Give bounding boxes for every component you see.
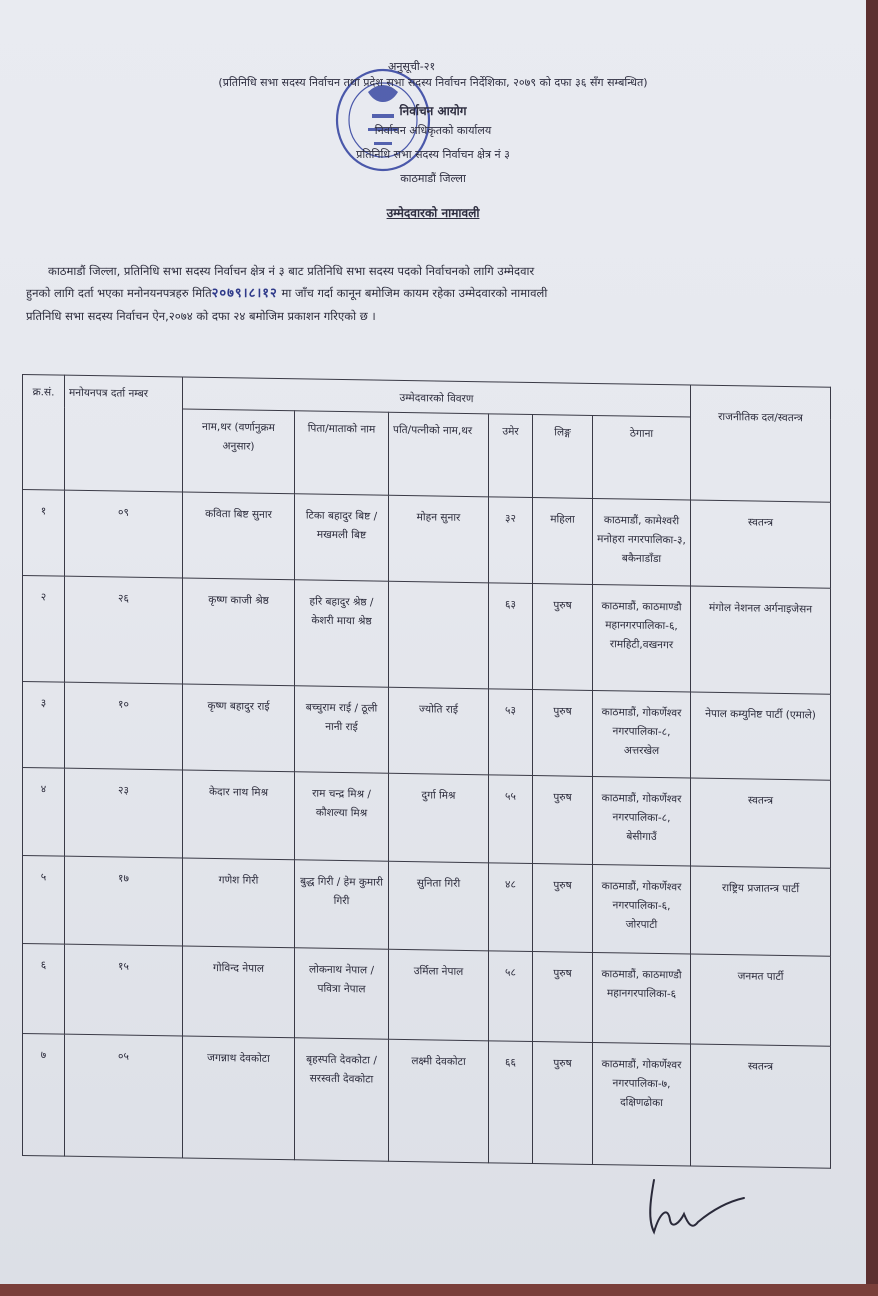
table-row bbox=[23, 490, 831, 589]
address-cell: काठमाडौं, गोकर्णेश्वर नगरपालिका-८, अत्तरखेल bbox=[593, 690, 691, 778]
handwritten-signature bbox=[640, 1172, 750, 1242]
spouse-cell: उर्मिला नेपाल bbox=[389, 949, 489, 1041]
name-cell: कविता बिष्ट सुनार bbox=[183, 492, 295, 580]
age-cell: ३२ bbox=[489, 497, 533, 584]
parent-cell: लोकनाथ नेपाल / पवित्रा नेपाल bbox=[295, 948, 389, 1039]
parent-cell: टिका बहादुर बिष्ट / मखमली बिष्ट bbox=[295, 494, 389, 581]
header-gender: लिङ्ग bbox=[533, 415, 593, 499]
intro-line-2: हुनको लागि दर्ता भएका मनोनयनपत्रहरु मिति२०७९।८।१२ मा जाँच गर्दा कानून बमोजिम कायम रहेका उम्मेदवारको नामावली bbox=[26, 286, 548, 301]
candidate-table bbox=[22, 374, 831, 1169]
intro-paragraph bbox=[26, 260, 836, 327]
name-cell: केदार नाथ मिश्र bbox=[183, 770, 295, 860]
serial-cell: ६ bbox=[23, 944, 65, 1035]
age-cell: ६६ bbox=[489, 1041, 533, 1164]
nomination-no-cell: २६ bbox=[65, 576, 183, 684]
spouse-cell: दुर्गा मिश्र bbox=[389, 773, 489, 863]
gender-cell: पुरुष bbox=[533, 776, 593, 865]
party-cell: स्वतन्त्र bbox=[691, 778, 831, 868]
table-row bbox=[23, 682, 831, 781]
age-cell: ५३ bbox=[489, 689, 533, 776]
gender-cell: पुरुष bbox=[533, 1042, 593, 1165]
header-name: नाम,थर (वर्णानुक्रम अनुसार) bbox=[183, 409, 295, 494]
gender-cell: पुरुष bbox=[533, 584, 593, 691]
commission-name: निर्वाचन आयोग bbox=[399, 104, 467, 118]
gender-cell: पुरुष bbox=[533, 952, 593, 1043]
header-parent: पिता/माताको नाम bbox=[295, 411, 389, 495]
header-spouse: पति/पत्नीको नाम,थर bbox=[389, 412, 489, 497]
header-serial: क्र.सं. bbox=[23, 375, 65, 491]
table-row bbox=[23, 944, 831, 1047]
name-cell: गोविन्द नेपाल bbox=[183, 946, 295, 1038]
header-candidate-details: उम्मेदवारको विवरण bbox=[183, 377, 691, 417]
age-cell: ६३ bbox=[489, 583, 533, 690]
serial-cell: ७ bbox=[23, 1034, 65, 1157]
parent-cell: बृहस्पति देवकोटा / सरस्वती देवकोटा bbox=[295, 1038, 389, 1161]
reference-line: (प्रतिनिधि सभा सदस्य निर्वाचन तथा प्रदेश सभा सदस्य निर्वाचन निर्देशिका, २०७९ को दफा ३६ सँग सम्बन्धित) bbox=[218, 76, 648, 89]
office-name: निर्वाचन अधिकृतको कार्यालय bbox=[374, 124, 492, 137]
spouse-cell: सुनिता गिरी bbox=[389, 861, 489, 951]
party-cell: स्वतन्त्र bbox=[691, 500, 831, 588]
nomination-no-cell: १५ bbox=[65, 944, 183, 1036]
district-name: काठमाडौं जिल्ला bbox=[400, 172, 466, 185]
header-nomination-no: मनोयनपत्र दर्ता नम्बर bbox=[65, 375, 183, 492]
nomination-no-cell: ०९ bbox=[65, 490, 183, 578]
name-cell: कृष्ण बहादुर राई bbox=[183, 684, 295, 772]
party-cell: राष्ट्रिय प्रजातन्त्र पार्टी bbox=[691, 866, 831, 956]
table-row bbox=[23, 1034, 831, 1169]
serial-cell: १ bbox=[23, 490, 65, 577]
serial-cell: ५ bbox=[23, 856, 65, 945]
name-cell: कृष्ण काजी श्रेष्ठ bbox=[183, 578, 295, 686]
parent-cell: बुद्ध गिरी / हेम कुमारी गिरी bbox=[295, 860, 389, 949]
address-cell: काठमाडौं, गोकर्णेश्वर नगरपालिका-६, जोरपाटी bbox=[593, 864, 691, 954]
form-number: अनुसूची-२१ bbox=[388, 60, 436, 73]
address-cell: काठमाडौं, गोकर्णेश्वर नगरपालिका-७, दक्षिणढोका bbox=[593, 1042, 691, 1166]
party-cell: नेपाल कम्युनिष्ट पार्टी (एमाले) bbox=[691, 692, 831, 780]
header-address: ठेगाना bbox=[593, 415, 691, 500]
nomination-no-cell: १० bbox=[65, 682, 183, 770]
handwritten-date: २०७९।८।१२ bbox=[211, 286, 278, 301]
spouse-cell: ज्योति राई bbox=[389, 687, 489, 775]
background-edge-right bbox=[866, 0, 878, 1296]
spouse-cell: लक्ष्मी देवकोटा bbox=[389, 1039, 489, 1163]
gender-cell: पुरुष bbox=[533, 690, 593, 777]
spouse-cell bbox=[389, 581, 489, 689]
address-cell: काठमाडौं, गोकर्णेश्वर नगरपालिका-८, बेसीगाउँ bbox=[593, 776, 691, 866]
nomination-no-cell: १७ bbox=[65, 856, 183, 946]
intro-line-3: प्रतिनिधि सभा सदस्य निर्वाचन ऐन,२०७४ को दफा २४ बमोजिम प्रकाशन गरिएको छ । bbox=[26, 309, 376, 323]
gender-cell: महिला bbox=[533, 498, 593, 585]
gender-cell: पुरुष bbox=[533, 864, 593, 953]
age-cell: ५५ bbox=[489, 775, 533, 864]
address-cell: काठमाडौं, काठमाण्डौ महानगरपालिका-६ bbox=[593, 952, 691, 1044]
intro-line-1: काठमाडौं जिल्ला, प्रतिनिधि सभा सदस्य निर्वाचन क्षेत्र नं ३ बाट प्रतिनिधि सभा सदस्य पदको निर्वाचनको लागि उम्मेदवार bbox=[48, 264, 535, 278]
age-cell: ५८ bbox=[489, 951, 533, 1042]
background-edge-bottom bbox=[0, 1284, 878, 1296]
party-cell: स्वतन्त्र bbox=[691, 1044, 831, 1168]
age-cell: ४८ bbox=[489, 863, 533, 952]
header-age: उमेर bbox=[489, 414, 533, 498]
header-party: राजनीतिक दल/स्वतन्त्र bbox=[691, 385, 831, 502]
serial-cell: ४ bbox=[23, 768, 65, 857]
document-title: उम्मेदवारको नामावली bbox=[386, 206, 480, 220]
name-cell: गणेश गिरी bbox=[183, 858, 295, 948]
serial-cell: २ bbox=[23, 576, 65, 683]
nomination-no-cell: ०५ bbox=[65, 1034, 183, 1158]
parent-cell: हरि बहादुर श्रेष्ठ / केशरी माया श्रेष्ठ bbox=[295, 580, 389, 687]
nomination-no-cell: २३ bbox=[65, 768, 183, 858]
table-row bbox=[23, 856, 831, 957]
party-cell: मंगोल नेशनल अर्गनाइजेसन bbox=[691, 586, 831, 694]
address-cell: काठमाडौं, कामेश्वरी मनोहरा नगरपालिका-३, बकैनाडाँडा bbox=[593, 498, 691, 586]
parent-cell: राम चन्द्र मिश्र / कौशल्या मिश्र bbox=[295, 772, 389, 861]
table-row bbox=[23, 768, 831, 869]
address-cell: काठमाडौं, काठमाण्डौ महानगरपालिका-६, रामहिटी,वखनगर bbox=[593, 584, 691, 692]
party-cell: जनमत पार्टी bbox=[691, 954, 831, 1046]
parent-cell: बच्चुराम राई / ठूली नानी राई bbox=[295, 686, 389, 773]
constituency-name: प्रतिनिधि सभा सदस्य निर्वाचन क्षेत्र नं ३ bbox=[356, 148, 510, 161]
serial-cell: ३ bbox=[23, 682, 65, 769]
spouse-cell: मोहन सुनार bbox=[389, 495, 489, 583]
table-row bbox=[23, 576, 831, 695]
name-cell: जगन्नाथ देवकोटा bbox=[183, 1036, 295, 1160]
